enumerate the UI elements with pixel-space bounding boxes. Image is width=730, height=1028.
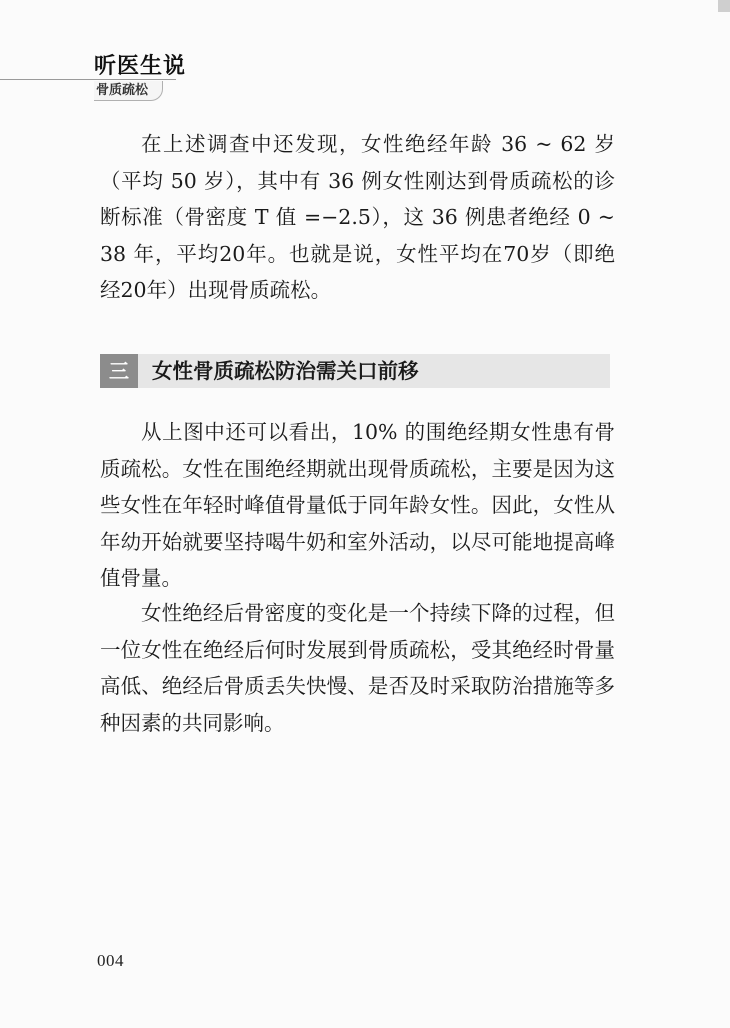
book-series-title: 听医生说 — [94, 54, 187, 79]
header-rule — [0, 79, 176, 80]
page-number: 004 — [97, 951, 124, 970]
paragraph-2: 从上图中还可以看出，10% 的围绝经期女性患有骨质疏松。女性在围绝经期就出现骨质疏松，主要是因为这些女性在年轻时峰值骨量低于同年龄女性。因此，女性从年幼开始就要坚持喝牛奶和室外活动，以尽可能地提高峰值骨量。 — [100, 420, 615, 591]
section-heading — [100, 354, 610, 388]
section-title: 女性骨质疏松防治需关口前移 — [152, 359, 419, 383]
paragraph-3: 女性绝经后骨密度的变化是一个持续下降的过程，但一位女性在绝经后何时发展到骨质疏松，受其绝经时骨量高低、绝经后骨质丢失快慢、是否及时采取防治措施等多种因素的共同影响。 — [100, 601, 615, 735]
book-subtitle: 骨质疏松 — [94, 81, 163, 101]
corner-mark — [718, 0, 730, 12]
section-number: 三 — [100, 354, 138, 388]
paragraph-1: 在上述调查中还发现，女性绝经年龄 36 ~ 62 岁（平均 50 岁），其中有 36 例女性刚达到骨质疏松的诊断标准（骨密度 T 值 =−2.5），这 36 例患者绝经 0 ~ 38 年，平均20年。也就是说，女性平均在70岁（即绝经20年）出现骨质疏松。 — [100, 132, 615, 303]
